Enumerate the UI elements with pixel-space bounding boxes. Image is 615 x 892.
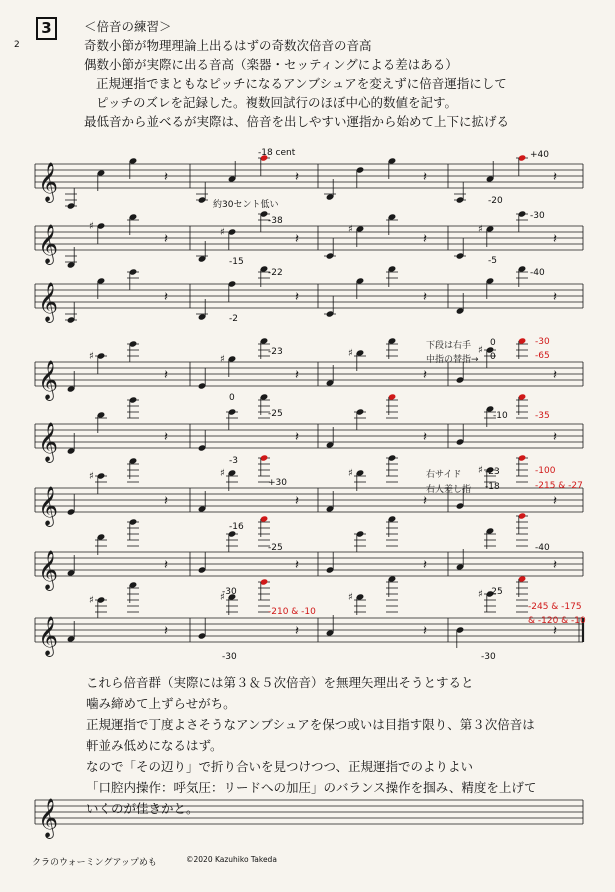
sharp-icon: ♯ <box>478 224 483 235</box>
cent-annotation: -18 cent <box>258 148 296 158</box>
cent-annotation: -40 <box>535 543 550 553</box>
sharp-icon: ♯ <box>220 227 225 238</box>
cent-annotation: -40 <box>530 268 545 278</box>
sharp-icon: ♯ <box>348 224 353 235</box>
cent-annotation: -25 <box>268 409 283 419</box>
footer-title: クラのウォーミングアップめも <box>32 858 157 868</box>
cent-annotation-red: -30 <box>535 337 550 347</box>
cent-annotation-red: -210 & -10 <box>268 607 316 617</box>
cent-annotation: -23 <box>268 347 283 357</box>
quarter-rest-icon: 𝄽 <box>553 232 557 247</box>
intro-title: ＜倍音の練習＞ <box>84 19 172 34</box>
quarter-rest-icon: 𝄽 <box>423 624 427 639</box>
treble-clef-icon: 𝄞 <box>38 422 59 462</box>
body-line: これら倍音群（実際には第３＆５次倍音）を無理矢理出そうとすると <box>86 675 474 690</box>
cent-annotation: -15 <box>229 257 244 267</box>
cent-annotation: -25 <box>268 543 283 553</box>
quarter-rest-icon: 𝄽 <box>553 558 557 573</box>
quarter-rest-icon: 𝄽 <box>553 170 557 185</box>
body-line: いくのが佳きかと。 <box>86 801 199 816</box>
cent-annotation: -25 <box>488 587 503 597</box>
quarter-rest-icon: 𝄽 <box>164 624 168 639</box>
treble-clef-icon: 𝄞 <box>38 282 59 322</box>
quarter-rest-icon: 𝄽 <box>423 232 427 247</box>
cent-annotation: -20 <box>488 196 503 206</box>
sharp-icon: ♯ <box>348 468 353 479</box>
cent-annotation: 約30セント低い <box>213 200 279 210</box>
treble-clef-icon: 𝄞 <box>38 360 59 400</box>
quarter-rest-icon: 𝄽 <box>164 232 168 247</box>
sharp-icon: ♯ <box>348 592 353 603</box>
quarter-rest-icon: 𝄽 <box>553 494 557 509</box>
cent-annotation: -23 <box>485 467 500 477</box>
fingering-note: 下段は右手 <box>426 341 472 351</box>
cent-annotation-red: & -120 & -10 <box>528 616 586 626</box>
cent-annotation: -38 <box>268 216 283 226</box>
quarter-rest-icon: 𝄽 <box>553 624 557 639</box>
body-line: 軒並み低めになるはず。 <box>86 738 223 753</box>
body-line: 正規運指で丁度よさそうなアンブシュアを保つ或いは目指す限り、第３次倍音は <box>86 717 535 732</box>
fingering-note: 右人差し指 <box>426 485 472 495</box>
quarter-rest-icon: 𝄽 <box>164 290 168 305</box>
quarter-rest-icon: 𝄽 <box>164 494 168 509</box>
sharp-icon: ♯ <box>348 348 353 359</box>
sharp-icon: ♯ <box>220 354 225 365</box>
quarter-rest-icon: 𝄽 <box>295 624 299 639</box>
cent-annotation: -30 <box>222 652 237 662</box>
quarter-rest-icon: 𝄽 <box>423 170 427 185</box>
body-line: 「口腔内操作：呼気圧：リードへの加圧」のバランス操作を掴み、精度を上げて <box>86 780 537 795</box>
quarter-rest-icon: 𝄽 <box>295 170 299 185</box>
treble-clef-icon: 𝄞 <box>38 550 59 590</box>
treble-clef-icon: 𝄞 <box>38 798 59 838</box>
quarter-rest-icon: 𝄽 <box>553 368 557 383</box>
quarter-rest-icon: 𝄽 <box>295 430 299 445</box>
cent-annotation-red: -65 <box>535 351 550 361</box>
cent-annotation: -5 <box>488 256 497 266</box>
cent-annotation: 0 <box>490 352 496 362</box>
cent-annotation: -10 <box>493 411 508 421</box>
cent-annotation: -30 <box>481 652 496 662</box>
intro-line: 最低音から並べるが実際は、倍音を出しやすい運指から始めて上下に拡げる <box>84 114 510 129</box>
sharp-icon: ♯ <box>478 465 483 476</box>
intro-line: 奇数小節が物理理論上出るはずの奇数次倍音の音高 <box>84 38 372 53</box>
treble-clef-icon: 𝄞 <box>38 162 59 202</box>
intro-line: 正規運指でまともなピッチになるアンブシュアを変えずに倍音運指にして <box>96 76 507 91</box>
cent-annotation-red: -245 & -175 <box>528 602 582 612</box>
quarter-rest-icon: 𝄽 <box>295 290 299 305</box>
cent-annotation: -16 <box>229 522 244 532</box>
quarter-rest-icon: 𝄽 <box>164 368 168 383</box>
sharp-icon: ♯ <box>89 471 94 482</box>
quarter-rest-icon: 𝄽 <box>553 430 557 445</box>
sharp-icon: ♯ <box>89 351 94 362</box>
quarter-rest-icon: 𝄽 <box>423 558 427 573</box>
cent-annotation: -2 <box>229 314 238 324</box>
cent-annotation: 0 <box>229 393 235 403</box>
cent-annotation: -30 <box>222 587 237 597</box>
sharp-icon: ♯ <box>89 595 94 606</box>
cent-annotation: -22 <box>268 268 283 278</box>
quarter-rest-icon: 𝄽 <box>164 430 168 445</box>
cent-annotation-red: -100 <box>535 466 556 476</box>
cent-annotation: -3 <box>229 456 238 466</box>
intro-line: ピッチのズレを記録した。複数回試行のほぼ中心的数値を記す。 <box>96 95 458 110</box>
cent-annotation: 0 <box>490 338 496 348</box>
quarter-rest-icon: 𝄽 <box>295 368 299 383</box>
quarter-rest-icon: 𝄽 <box>553 290 557 305</box>
quarter-rest-icon: 𝄽 <box>423 290 427 305</box>
quarter-rest-icon: 𝄽 <box>295 494 299 509</box>
quarter-rest-icon: 𝄽 <box>164 170 168 185</box>
cent-annotation-red: -215 & -27 <box>535 481 583 491</box>
treble-clef-icon: 𝄞 <box>38 486 59 526</box>
cent-annotation: -18 <box>485 482 500 492</box>
treble-clef-icon: 𝄞 <box>38 224 59 264</box>
cent-annotation: -30 <box>530 211 545 221</box>
quarter-rest-icon: 𝄽 <box>423 494 427 509</box>
treble-clef-icon: 𝄞 <box>38 616 59 656</box>
body-line: なので「その辺り」で折り合いを見つけつつ、正規運指でのよりよい <box>86 759 474 774</box>
fingering-note: 右サイド <box>426 470 462 480</box>
quarter-rest-icon: 𝄽 <box>295 232 299 247</box>
cent-annotation: +40 <box>530 150 549 160</box>
quarter-rest-icon: 𝄽 <box>423 430 427 445</box>
sharp-icon: ♯ <box>89 221 94 232</box>
sharp-icon: ♯ <box>478 589 483 600</box>
fingering-note: 中指の替指→ <box>426 355 479 365</box>
sharp-icon: ♯ <box>220 592 225 603</box>
sharp-icon: ♯ <box>478 345 483 356</box>
quarter-rest-icon: 𝄽 <box>164 558 168 573</box>
quarter-rest-icon: 𝄽 <box>423 368 427 383</box>
cent-annotation: +30 <box>268 478 287 488</box>
quarter-rest-icon: 𝄽 <box>295 558 299 573</box>
sharp-icon: ♯ <box>220 468 225 479</box>
section-number-box: 3 <box>36 17 57 40</box>
cent-annotation-red: -35 <box>535 411 550 421</box>
footer-copyright: ©2020 Kazuhiko Takeda <box>186 855 277 864</box>
page-number: 2 <box>14 40 20 50</box>
body-line: 噛み締めて上ずらせがち。 <box>86 696 236 711</box>
intro-line: 偶数小節が実際に出る音高（楽器・セッティングによる差はある） <box>84 57 458 72</box>
